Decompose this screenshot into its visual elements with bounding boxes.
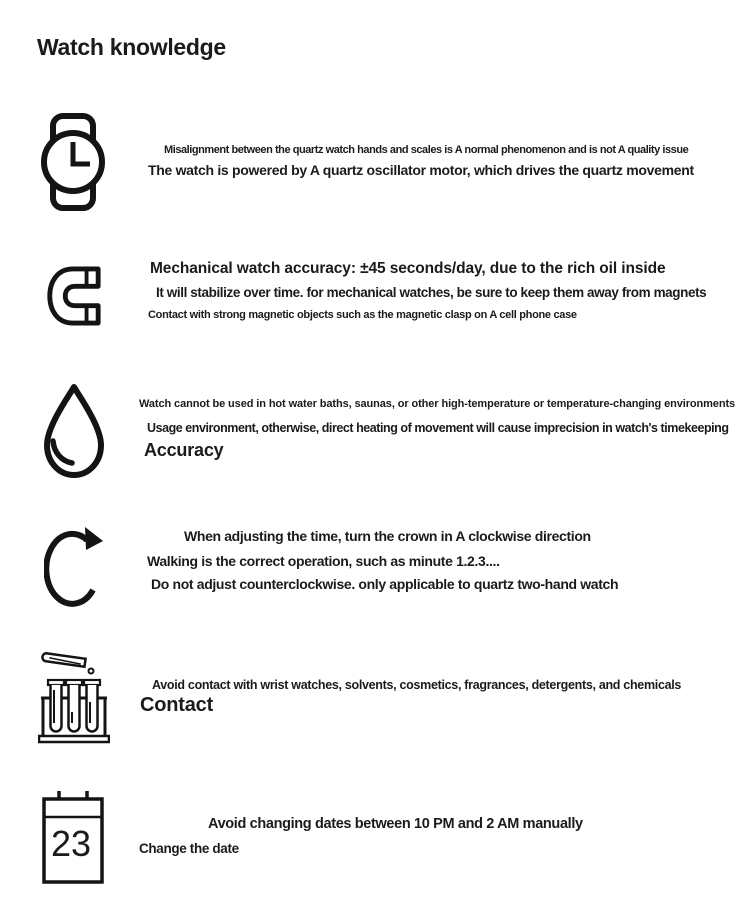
temperature-note-line: Watch cannot be used in hot water baths, saunas, or other high-temperature or temperature-changing environments: [139, 398, 736, 410]
crown-warning-line: Do not adjust counterclockwise. only applicable to quartz two-hand watch: [151, 576, 619, 592]
magnet-stabilize-line: It will stabilize over time. for mechanical watches, be sure to keep them away from magnets: [156, 285, 707, 300]
magnet-icon: [43, 260, 103, 337]
date-avoid-line: Avoid changing dates between 10 PM and 2 AM manually: [208, 816, 583, 832]
test-tubes-icon: [38, 648, 110, 751]
contact-heading: Contact: [140, 694, 214, 716]
date-change-line: Change the date: [139, 841, 239, 856]
crown-clockwise-line: When adjusting the time, turn the crown in A clockwise direction: [184, 528, 591, 544]
page-title: Watch knowledge: [37, 34, 226, 60]
water-drop-icon: [40, 382, 108, 485]
accuracy-heading: Accuracy: [144, 440, 224, 460]
clockwise-arrow-icon: [44, 524, 104, 614]
watch-icon: [40, 112, 106, 217]
calendar-day-number: 23: [50, 823, 92, 864]
crown-walking-line: Walking is the correct operation, such as minute 1.2.3....: [147, 553, 500, 569]
quartz-note-line: Misalignment between the quartz watch hands and scales is A normal phenomenon and is not A quality issue: [164, 144, 689, 156]
magnet-contact-line: Contact with strong magnetic objects such as the magnetic clasp on A cell phone case: [148, 309, 577, 321]
magnet-accuracy-line: Mechanical watch accuracy: ±45 seconds/day, due to the rich oil inside: [150, 260, 666, 277]
quartz-main-line: The watch is powered by A quartz oscillator motor, which drives the quartz movement: [148, 162, 694, 178]
chemicals-avoid-line: Avoid contact with wrist watches, solvents, cosmetics, fragrances, detergents, and chemicals: [152, 678, 682, 692]
temperature-usage-line: Usage environment, otherwise, direct heating of movement will cause imprecision in watch's timekeeping: [147, 421, 729, 435]
